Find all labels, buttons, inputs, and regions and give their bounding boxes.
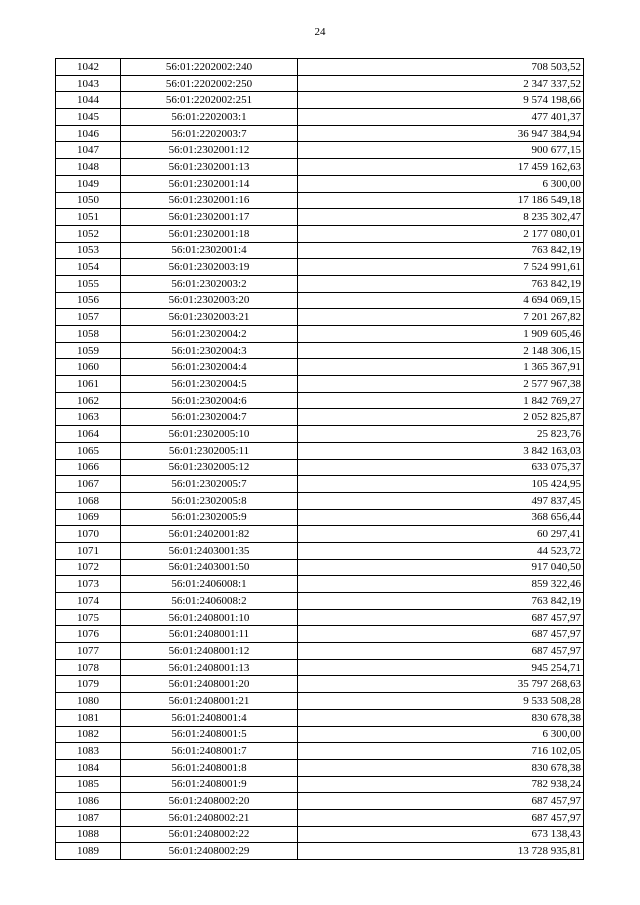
table-row [56,459,584,476]
cadastral-number-cell: 56:01:2408001:12 [121,643,298,660]
row-number-cell: 1082 [56,726,121,743]
table-row [56,209,584,226]
cadastral-number-cell: 56:01:2302005:11 [121,442,298,459]
row-number-cell: 1076 [56,626,121,643]
row-number-cell: 1080 [56,693,121,710]
row-number-cell: 1072 [56,559,121,576]
cadastral-value-cell: 3 842 163,03 [298,442,584,459]
table-row [56,292,584,309]
table-row [56,259,584,276]
cadastral-value-cell: 687 457,97 [298,793,584,810]
cadastral-number-cell: 56:01:2202003:1 [121,109,298,126]
cadastral-number-cell: 56:01:2302004:2 [121,326,298,343]
cadastral-number-cell: 56:01:2406008:2 [121,593,298,610]
cadastral-number-cell: 56:01:2302004:3 [121,342,298,359]
cadastral-number-cell: 56:01:2408002:21 [121,809,298,826]
cadastral-value-cell: 1 365 367,91 [298,359,584,376]
cadastral-number-cell: 56:01:2408001:7 [121,743,298,760]
row-number-cell: 1049 [56,175,121,192]
row-number-cell: 1064 [56,426,121,443]
cadastral-value-cell: 9 533 508,28 [298,693,584,710]
row-number-cell: 1068 [56,492,121,509]
cadastral-number-cell: 56:01:2406008:1 [121,576,298,593]
cadastral-number-cell: 56:01:2408001:20 [121,676,298,693]
table-row [56,676,584,693]
cadastral-number-cell: 56:01:2202002:250 [121,75,298,92]
table-row [56,843,584,860]
row-number-cell: 1043 [56,75,121,92]
table-row [56,326,584,343]
table-row [56,426,584,443]
table-row [56,476,584,493]
cadastral-number-cell: 56:01:2302001:18 [121,225,298,242]
cadastral-value-cell: 7 201 267,82 [298,309,584,326]
cadastral-value-cell: 368 656,44 [298,509,584,526]
cadastral-value-cell: 2 177 080,01 [298,225,584,242]
cadastral-value-cell: 708 503,52 [298,59,584,76]
cadastral-number-cell: 56:01:2202003:7 [121,125,298,142]
cadastral-number-cell: 56:01:2302005:9 [121,509,298,526]
row-number-cell: 1073 [56,576,121,593]
table-row [56,576,584,593]
cadastral-value-cell: 917 040,50 [298,559,584,576]
cadastral-number-cell: 56:01:2302001:14 [121,175,298,192]
table-row [56,225,584,242]
row-number-cell: 1081 [56,709,121,726]
cadastral-value-cell: 687 457,97 [298,643,584,660]
cadastral-number-cell: 56:01:2408002:29 [121,843,298,860]
row-number-cell: 1085 [56,776,121,793]
cadastral-number-cell: 56:01:2302004:4 [121,359,298,376]
table-row [56,826,584,843]
cadastral-value-cell: 830 678,38 [298,759,584,776]
cadastral-value-cell: 4 694 069,15 [298,292,584,309]
table-row [56,693,584,710]
row-number-cell: 1057 [56,309,121,326]
table-row [56,492,584,509]
cadastral-value-cell: 60 297,41 [298,526,584,543]
row-number-cell: 1050 [56,192,121,209]
row-number-cell: 1083 [56,743,121,760]
cadastral-number-cell: 56:01:2302003:20 [121,292,298,309]
row-number-cell: 1078 [56,659,121,676]
page-number: 24 [314,26,326,38]
table-row [56,409,584,426]
table-row [56,726,584,743]
row-number-cell: 1051 [56,209,121,226]
cadastral-number-cell: 56:01:2408002:20 [121,793,298,810]
cadastral-value-cell: 2 052 825,87 [298,409,584,426]
cadastral-value-cell: 7 524 991,61 [298,259,584,276]
cadastral-value-cell: 2 347 337,52 [298,75,584,92]
table-row [56,709,584,726]
cadastral-value-cell: 763 842,19 [298,275,584,292]
cadastral-number-cell: 56:01:2302001:16 [121,192,298,209]
table-row [56,175,584,192]
cadastral-number-cell: 56:01:2202002:251 [121,92,298,109]
table-row [56,442,584,459]
cadastral-value-cell: 763 842,19 [298,593,584,610]
row-number-cell: 1077 [56,643,121,660]
cadastral-number-cell: 56:01:2302003:2 [121,275,298,292]
table-row [56,125,584,142]
cadastral-value-cell: 687 457,97 [298,626,584,643]
cadastral-number-cell: 56:01:2408001:10 [121,609,298,626]
row-number-cell: 1067 [56,476,121,493]
table-row [56,793,584,810]
table-row [56,559,584,576]
cadastral-value-cell: 830 678,38 [298,709,584,726]
table-row [56,809,584,826]
table-row [56,743,584,760]
cadastral-number-cell: 56:01:2302001:4 [121,242,298,259]
cadastral-number-cell: 56:01:2302003:19 [121,259,298,276]
row-number-cell: 1048 [56,159,121,176]
table-row [56,342,584,359]
cadastral-value-cell: 2 148 306,15 [298,342,584,359]
cadastral-value-cell: 687 457,97 [298,609,584,626]
table-row [56,242,584,259]
row-number-cell: 1065 [56,442,121,459]
cadastral-value-cell: 25 823,76 [298,426,584,443]
table-row [56,142,584,159]
table-row [56,593,584,610]
cadastral-value-cell: 1 842 769,27 [298,392,584,409]
cadastral-number-cell: 56:01:2403001:35 [121,542,298,559]
row-number-cell: 1086 [56,793,121,810]
cadastral-value-cell: 497 837,45 [298,492,584,509]
row-number-cell: 1060 [56,359,121,376]
table-body [56,59,584,860]
row-number-cell: 1071 [56,542,121,559]
table-row [56,509,584,526]
row-number-cell: 1074 [56,593,121,610]
row-number-cell: 1088 [56,826,121,843]
table-row [56,542,584,559]
cadastral-number-cell: 56:01:2408001:21 [121,693,298,710]
row-number-cell: 1045 [56,109,121,126]
cadastral-value-cell: 1 909 605,46 [298,326,584,343]
table-row [56,626,584,643]
cadastral-number-cell: 56:01:2302005:12 [121,459,298,476]
table-row [56,376,584,393]
table-row [56,92,584,109]
cadastral-number-cell: 56:01:2408001:13 [121,659,298,676]
row-number-cell: 1059 [56,342,121,359]
cadastral-number-cell: 56:01:2302004:7 [121,409,298,426]
row-number-cell: 1075 [56,609,121,626]
row-number-cell: 1052 [56,225,121,242]
cadastral-number-cell: 56:01:2302005:7 [121,476,298,493]
cadastral-number-cell: 56:01:2408001:4 [121,709,298,726]
row-number-cell: 1062 [56,392,121,409]
row-number-cell: 1053 [56,242,121,259]
cadastral-number-cell: 56:01:2402001:82 [121,526,298,543]
cadastral-value-cell: 859 322,46 [298,576,584,593]
cadastral-value-cell: 900 677,15 [298,142,584,159]
table-row [56,609,584,626]
cadastral-number-cell: 56:01:2408002:22 [121,826,298,843]
row-number-cell: 1054 [56,259,121,276]
row-number-cell: 1084 [56,759,121,776]
cadastral-number-cell: 56:01:2302004:6 [121,392,298,409]
table-row [56,75,584,92]
cadastral-value-cell: 945 254,71 [298,659,584,676]
cadastral-value-cell: 17 186 549,18 [298,192,584,209]
cadastral-value-cell: 44 523,72 [298,542,584,559]
row-number-cell: 1063 [56,409,121,426]
table-row [56,776,584,793]
table-row [56,759,584,776]
row-number-cell: 1087 [56,809,121,826]
cadastral-value-cell: 2 577 967,38 [298,376,584,393]
table-row [56,192,584,209]
row-number-cell: 1046 [56,125,121,142]
row-number-cell: 1089 [56,843,121,860]
table-row [56,59,584,76]
table-row [56,659,584,676]
cadastral-value-cell: 17 459 162,63 [298,159,584,176]
row-number-cell: 1047 [56,142,121,159]
cadastral-value-cell: 716 102,05 [298,743,584,760]
row-number-cell: 1044 [56,92,121,109]
cadastral-number-cell: 56:01:2302001:17 [121,209,298,226]
table-row [56,643,584,660]
cadastral-number-cell: 56:01:2302003:21 [121,309,298,326]
row-number-cell: 1058 [56,326,121,343]
cadastral-value-cell: 8 235 302,47 [298,209,584,226]
cadastral-number-cell: 56:01:2403001:50 [121,559,298,576]
row-number-cell: 1042 [56,59,121,76]
cadastral-number-cell: 56:01:2408001:8 [121,759,298,776]
cadastral-value-cell: 35 797 268,63 [298,676,584,693]
table-row [56,392,584,409]
row-number-cell: 1061 [56,376,121,393]
cadastral-value-table [55,58,584,860]
cadastral-number-cell: 56:01:2408001:5 [121,726,298,743]
row-number-cell: 1055 [56,275,121,292]
cadastral-value-cell: 763 842,19 [298,242,584,259]
row-number-cell: 1066 [56,459,121,476]
row-number-cell: 1070 [56,526,121,543]
row-number-cell: 1079 [56,676,121,693]
cadastral-value-cell: 782 938,24 [298,776,584,793]
cadastral-number-cell: 56:01:2302001:12 [121,142,298,159]
cadastral-value-cell: 36 947 384,94 [298,125,584,142]
cadastral-number-cell: 56:01:2302005:10 [121,426,298,443]
cadastral-number-cell: 56:01:2302001:13 [121,159,298,176]
cadastral-value-cell: 673 138,43 [298,826,584,843]
table-row [56,309,584,326]
cadastral-number-cell: 56:01:2302004:5 [121,376,298,393]
cadastral-number-cell: 56:01:2302005:8 [121,492,298,509]
cadastral-value-cell: 105 424,95 [298,476,584,493]
cadastral-number-cell: 56:01:2202002:240 [121,59,298,76]
cadastral-value-cell: 633 075,37 [298,459,584,476]
cadastral-value-cell: 9 574 198,66 [298,92,584,109]
table-row [56,526,584,543]
cadastral-value-cell: 477 401,37 [298,109,584,126]
table-row [56,359,584,376]
row-number-cell: 1069 [56,509,121,526]
cadastral-value-cell: 6 300,00 [298,175,584,192]
table-row [56,109,584,126]
cadastral-value-cell: 6 300,00 [298,726,584,743]
cadastral-number-cell: 56:01:2408001:11 [121,626,298,643]
row-number-cell: 1056 [56,292,121,309]
table-row [56,275,584,292]
cadastral-value-cell: 687 457,97 [298,809,584,826]
table-row [56,159,584,176]
cadastral-number-cell: 56:01:2408001:9 [121,776,298,793]
cadastral-value-cell: 13 728 935,81 [298,843,584,860]
